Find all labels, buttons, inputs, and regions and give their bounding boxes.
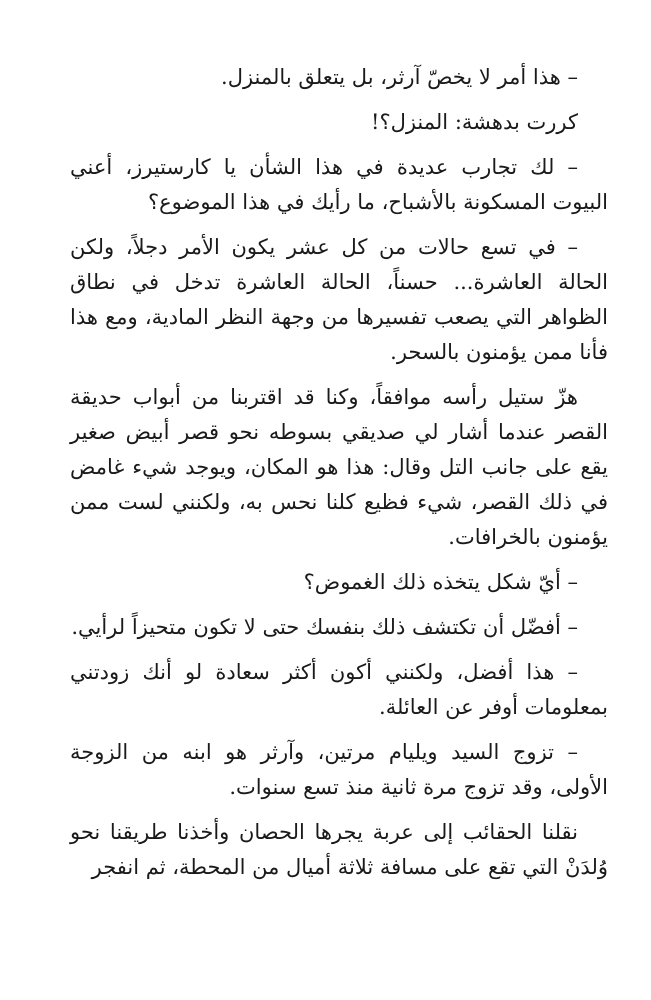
paragraph: نقلنا الحقائب إلى عربة يجرها الحصان وأخذنا طريقنا نحو وُلدَنْ التي تقع على مسافة ثلاثة أميال من المحطة، ثم انفجر	[70, 820, 608, 879]
paragraph: – هذا أمر لا يخصّ آرثر، بل يتعلق بالمنزل.	[221, 65, 578, 89]
paragraph: – أيّ شكل يتخذه ذلك الغموض؟	[303, 570, 578, 594]
paragraph: – أفضّل أن تكتشف ذلك بنفسك حتى لا تكون متحيزاً لرأيي.	[71, 615, 578, 639]
paragraph: كررت بدهشة: المنزل؟!	[371, 110, 578, 134]
paragraph: – لك تجارب عديدة في هذا الشأن يا كارستيرز، أعني البيوت المسكونة بالأشباح، ما رأيك في هذا الموضوع؟	[70, 155, 608, 214]
paragraph: – هذا أفضل، ولكنني أكون أكثر سعادة لو أنك زودتني بمعلومات أوفر عن العائلة.	[70, 660, 608, 719]
paragraph: – في تسع حالات من كل عشر يكون الأمر دجلاً، ولكن الحالة العاشرة... حسناً، الحالة العاشرة تدخل في نطاق الظواهر التي يصعب تفسيرها من وجهة النظر المادية، ومع هذا فأنا ممن يؤمنون بالسحر.	[70, 235, 608, 364]
book-page	[70, 60, 608, 895]
paragraph: – تزوج السيد ويليام مرتين، وآرثر هو ابنه من الزوجة الأولى، وقد تزوج مرة ثانية منذ تسع سنوات.	[70, 740, 608, 799]
paragraph: هزّ ستيل رأسه موافقاً، وكنا قد اقتربنا من أبواب حديقة القصر عندما أشار لي صديقي بسوطه نحو قصر أبيض صغير يقع على جانب التل وقال: هذا هو المكان، ويوجد شيء غامض في ذلك القصر، شيء فظيع كلنا نحس به، ولكنني لست ممن يؤمنون بالخرافات.	[70, 385, 608, 549]
